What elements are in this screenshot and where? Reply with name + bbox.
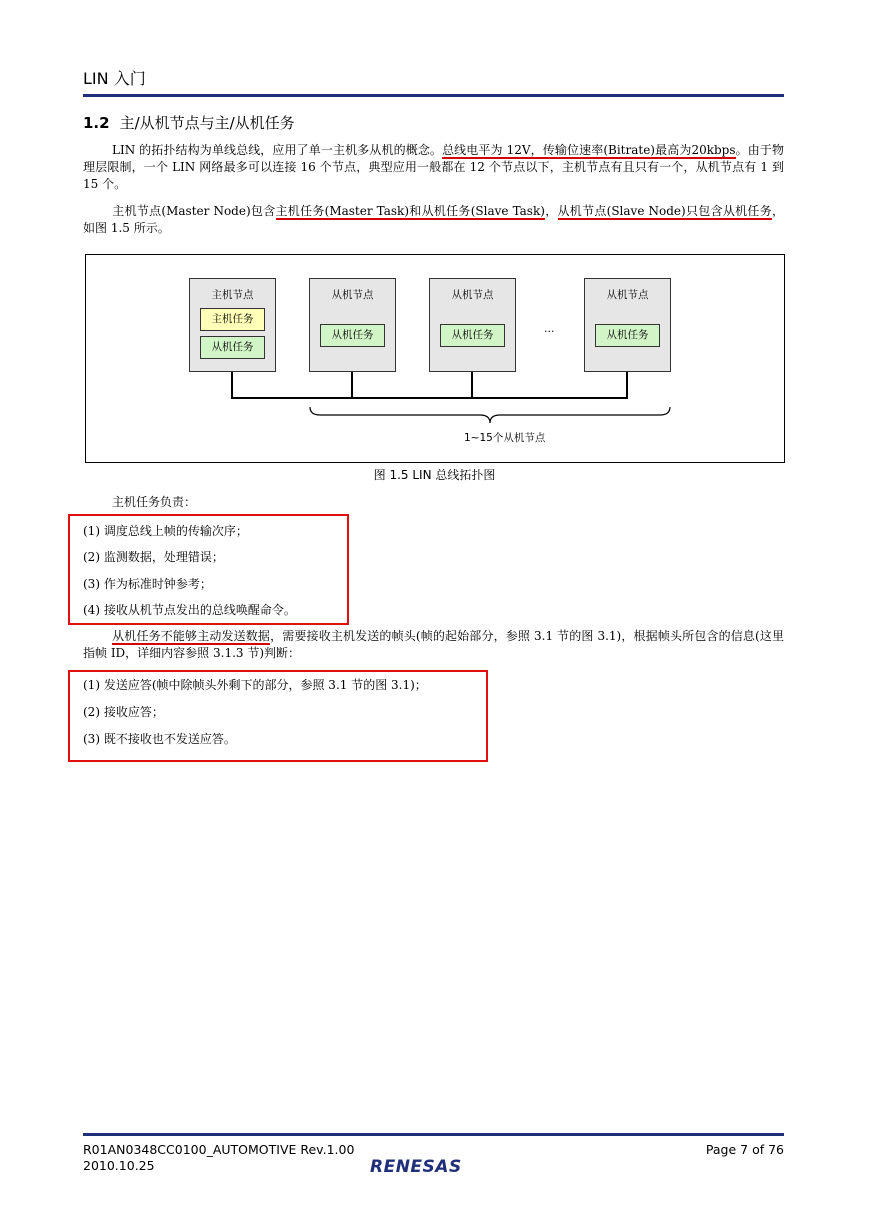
paragraph-slave-task (83, 628, 784, 662)
footer-rule (83, 1133, 784, 1136)
master-duties-intro: 主机任务负责： (112, 495, 197, 509)
slave-action-2: (2) 接收应答； (83, 705, 164, 719)
lin-topology-diagram (85, 254, 785, 463)
slave-node-3-task: 从机任务 (595, 324, 660, 347)
slave-node-1-task: 从机任务 (320, 324, 385, 347)
slave-node-3-title: 从机节点 (606, 289, 649, 301)
p3-underline-slave-task: 从机任务不能够主动发送数据 (112, 629, 271, 643)
master-node (189, 278, 276, 372)
footer-date: 2010.10.25 (83, 1158, 155, 1173)
section-number: 1.2 (83, 114, 110, 132)
p1-text-a: LIN 的拓扑结构为单线总线，应用了单一主机多从机的概念。 (112, 143, 443, 157)
footer-doc-id: R01AN0348CC0100_AUTOMOTIVE Rev.1.00 (83, 1142, 355, 1157)
slave-node-1 (309, 278, 396, 372)
master-bus-drop (231, 372, 233, 399)
footer-page-number: Page 7 of 76 (705, 1142, 784, 1157)
master-duty-2: (2) 监测数据，处理错误； (83, 550, 224, 564)
document-title: LIN 入门 (83, 69, 146, 88)
slave-node-2-task: 从机任务 (440, 324, 505, 347)
header-rule (83, 94, 784, 97)
p2-text-a: 主机节点(Master Node)包含 (112, 204, 276, 218)
master-node-slave-task-box: 从机任务 (200, 336, 265, 359)
master-node-title: 主机节点 (211, 289, 254, 301)
brace-label: 1~15个从机节点 (464, 432, 546, 444)
figure-caption: 图 1.5 LIN 总线拓扑图 (373, 468, 496, 482)
section-title: 主/从机节点与主/从机任务 (119, 114, 295, 132)
p2-text-c: ，如图 1.5 所示。 (83, 204, 784, 235)
slave-node-1-title: 从机节点 (331, 289, 374, 301)
p3-text-a: ，需要接收主机发送的帧头(帧的起始部分，参照 3.1 节的图 3.1)，根据帧头所包含的信息(这里指帧 ID，详细内容参照 3.1.3 节)判断： (83, 629, 784, 660)
master-task-box: 主机任务 (200, 308, 265, 331)
master-duty-1: (1) 调度总线上帧的传输次序； (83, 524, 248, 538)
p1-underline-20kbps: 20kbps (691, 143, 736, 157)
slave-count-brace (308, 405, 673, 425)
slave-action-3: (3) 既不接收也不发送应答。 (83, 732, 236, 746)
p2-text-b: ， (544, 204, 558, 218)
p1-underline-bitrate: 总线电平为 12V，传输位速率(Bitrate)最高为 (442, 143, 692, 157)
master-duty-3: (3) 作为标准时钟参考； (83, 577, 212, 591)
p2-underline-slave-node: 从机节点(Slave Node)只包含从机任务 (557, 204, 772, 218)
slave-node-3 (584, 278, 671, 372)
slave-node-2 (429, 278, 516, 372)
renesas-logo: RENESAS (370, 1157, 462, 1177)
footer-doc-info (83, 1142, 354, 1174)
paragraph-topology (83, 142, 784, 193)
p1-text-b: 。由于物理层限制，一个 LIN 网络最多可以连接 16 个节点，典型应用一般都在 12 个节点以下，主机节点有且只有一个，从机节点有 1 到 15 个。 (83, 143, 784, 191)
slave-node-2-title: 从机节点 (451, 289, 494, 301)
ellipsis: ··· (544, 325, 555, 338)
master-duty-4: (4) 接收从机节点发出的总线唤醒命令。 (83, 603, 296, 617)
slave-3-bus-drop (626, 372, 628, 399)
lin-bus-line (231, 397, 628, 399)
slave-action-1: (1) 发送应答(帧中除帧头外剩下的部分，参照 3.1 节的图 3.1)； (83, 678, 427, 692)
paragraph-node-tasks (83, 203, 784, 237)
section-heading (83, 112, 295, 133)
p2-underline-master-node: 主机任务(Master Task)和从机任务(Slave Task) (275, 204, 545, 218)
slave-2-bus-drop (471, 372, 473, 399)
slave-1-bus-drop (351, 372, 353, 399)
